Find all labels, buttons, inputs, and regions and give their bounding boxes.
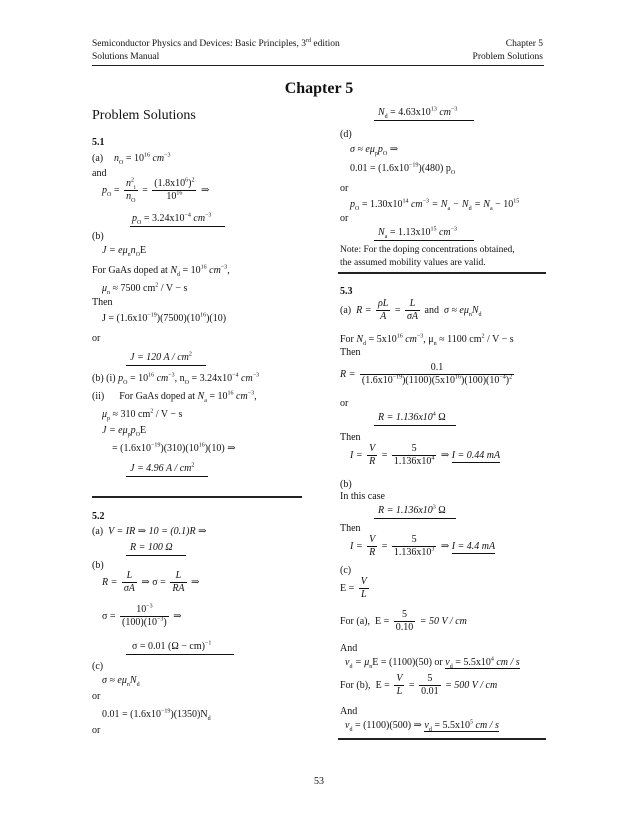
eq-mu-n: $\mu_n \approx 7500$ $cm^2 / V - s$	[102, 282, 188, 296]
problem-5-2: 5.2	[92, 511, 105, 522]
note-line-2: the assumed mobility values are valid.	[340, 258, 486, 268]
eq-R-calc: R = $\frac{0.1}{(1.6x10^{-19})(1100)(5x10^{16})(100)(10^{-4})^2}$	[340, 362, 513, 386]
eq-I: I = $\frac{V}{R}$ = $\frac{5}{1.136x10^4}$ ⇒ I = 0.44 mA	[350, 443, 501, 467]
pO-frac-2: $\frac{(1.8x10^6)^2}{10^{16}}$	[154, 177, 195, 202]
J2-result: J = 4.96 A / $cm^2$	[130, 462, 195, 474]
eq-sigma-approx: $\sigma \approx e\mu_nN_d$	[102, 675, 140, 688]
eq-vd-2: $v_d = (1100)(500)$ ⇒ $v_d = 5.5x10^5$ cm / s	[345, 719, 499, 733]
sigma-result: σ = 0.01 (Ω − cm)$^{-1}$	[132, 640, 212, 652]
eq-R-def: R = $\frac{L}{\sigma A}$ ⇒ σ = $\frac{L}{RA}$ ⇒	[102, 570, 200, 594]
eq-sigma: σ = $\frac{10^{-3}}{(100)(10^{-3})}$ ⇒	[102, 603, 182, 628]
or-text-6: or	[340, 398, 349, 409]
part-b-label: (b)	[92, 231, 104, 242]
eq-R-rho: (a) R = $\frac{\rho L}{A}$ = $\frac{L}{\sigma A}$ and $\sigma \approx e\mu_nN_d$	[340, 298, 482, 322]
for-a-line: For (a), E = $\frac{5}{0.10}$ = 50 V / cm	[340, 609, 467, 633]
part-ii: (ii) For GaAs doped at $N_a = 10^{16}$ $cm^{-3}$,	[92, 390, 257, 404]
Nd-result-underline	[374, 120, 474, 121]
eq-mu-p: $\mu_p \approx 310$ $cm^2 / V - s$	[102, 408, 183, 422]
header-manual: Solutions Manual	[92, 52, 160, 62]
or-text: or	[92, 333, 101, 344]
eq-vd: $v_d = \mu_nE = (1100)(50)$ or $v_d = 5.5x10^4$ cm / s	[345, 656, 520, 670]
J-result: J = 120 A / $cm^2$	[130, 351, 192, 363]
part-d: (d)	[340, 129, 352, 140]
for-nd-line: For $N_d = 5x10^{16}$ $cm^{-3}$, $\mu_n \approx 1100$ $cm^2 / V - s$	[340, 333, 514, 347]
pO-result: $p_O = 3.24x10^{-4}$ $cm^{-3}$	[132, 212, 212, 226]
eq-nO: $n_O = 10^{16}$ $cm^{-3}$	[114, 152, 171, 166]
R-result: R = 100 Ω	[130, 542, 173, 553]
eq-I2: I = $\frac{V}{R}$ = $\frac{5}{1.136x10^3}$ ⇒ I = 4.4 mA	[350, 534, 496, 558]
R-result-2: $R = 1.136x10^4$ Ω	[378, 411, 446, 423]
J-result-underline	[126, 365, 206, 366]
right-separator	[338, 272, 546, 274]
R-result-3: $R = 1.136x10^3$ Ω	[378, 504, 446, 516]
pO-result-underline	[130, 226, 225, 227]
eq-sigma-calc: $0.01 = (1.6x10^{-19})(1350)N_d$	[102, 708, 211, 722]
left-separator	[92, 496, 302, 498]
part-b2: (b)	[92, 560, 104, 571]
eq-pO: $p_O$ = $\frac{n^2_i}{n_O}$ = $\frac{(1.8x10^6)^2}{10^{16}}$ ⇒	[102, 177, 210, 204]
header-book-title: Semiconductor Physics and Devices: Basic Principles, 3rd edition	[92, 37, 340, 49]
or-text-3: or	[92, 725, 101, 736]
R-result-2-underline	[374, 425, 456, 426]
eq-J: $J = e\mu_nn_OE$	[102, 245, 147, 258]
part-b3: (b)	[340, 479, 352, 490]
or-text-5: or	[340, 213, 349, 224]
eq-J2: $J = e\mu_pp_OE$	[102, 425, 147, 438]
pO-frac-1: $\frac{n^2_i}{n_O}$	[125, 177, 136, 204]
page-number: 53	[314, 776, 324, 787]
eq-J2-calc: = $(1.6x10^{-19})(310)(10^{16})(10)$ ⇒	[112, 442, 236, 454]
part-bi: (b) (i) $p_O = 10^{16}$ $cm^{-3}$, $n_O = 3.24x10^{-4}$ $cm^{-3}$	[92, 372, 260, 386]
then-text-4: Then	[340, 523, 361, 534]
eq-pO2: $p_O = 1.30x10^{14}$ $cm^{-3} = N_a - N_d = N_a - 10^{15}$	[350, 198, 520, 212]
sigma-result-underline	[126, 654, 234, 655]
R-result-3-underline	[374, 518, 456, 519]
problem-5-1: 5.1	[92, 137, 105, 148]
Na-result-underline	[374, 240, 474, 241]
eq-E: E = $\frac{V}{L}$	[340, 576, 367, 600]
eq-sigma-d: $\sigma \approx e\mu_pp_O$ ⇒	[350, 144, 399, 157]
header-section: Problem Solutions	[472, 52, 543, 62]
Na-result: $N_a = 1.13x10^{15}$ $cm^{-3}$	[378, 226, 458, 240]
or-text-4: or	[340, 183, 349, 194]
and-text: and	[92, 168, 107, 179]
and-text-2: And	[340, 643, 358, 654]
gaas-nd: For GaAs doped at $N_d = 10^{16}$ $cm^{-3}$,	[92, 264, 230, 278]
eq-d-calc: $0.01 = (1.6x10^{-19})(480)$ $p_O$	[350, 162, 456, 176]
header-chapter: Chapter 5	[505, 39, 543, 49]
then-text-2: Then	[340, 347, 361, 358]
R-result-underline	[126, 555, 186, 556]
and-text-3: And	[340, 706, 358, 717]
part-a-label: (a)	[92, 153, 104, 164]
then-text-3: Then	[340, 432, 361, 443]
Nd-result: $N_d = 4.63x10^{13}$ $cm^{-3}$	[378, 106, 458, 120]
problem-solutions-heading: Problem Solutions	[92, 108, 196, 123]
part-c3: (c)	[340, 565, 352, 576]
for-b-line: For (b), E = $\frac{V}{L}$ = $\frac{5}{0.01}$ = 500 V / cm	[340, 673, 498, 697]
chapter-title: Chapter 5	[284, 80, 354, 97]
then-text: Then	[92, 297, 113, 308]
right-bottom-separator	[338, 738, 546, 740]
J2-result-underline	[126, 476, 208, 477]
note-line-1: Note: For the doping concentrations obtained,	[340, 245, 515, 255]
part-c2: (c)	[92, 661, 104, 672]
or-text-2: or	[92, 691, 101, 702]
header-rule	[92, 65, 544, 66]
in-this-case: In this case	[340, 491, 385, 502]
problem-5-3: 5.3	[340, 286, 353, 297]
eq-J-calc: $J = (1.6x10^{-19})(7500)(10^{16})(10)$	[102, 312, 227, 324]
part-a2: (a) V = IR ⇒ 10 = (0.1)R ⇒	[92, 526, 207, 537]
